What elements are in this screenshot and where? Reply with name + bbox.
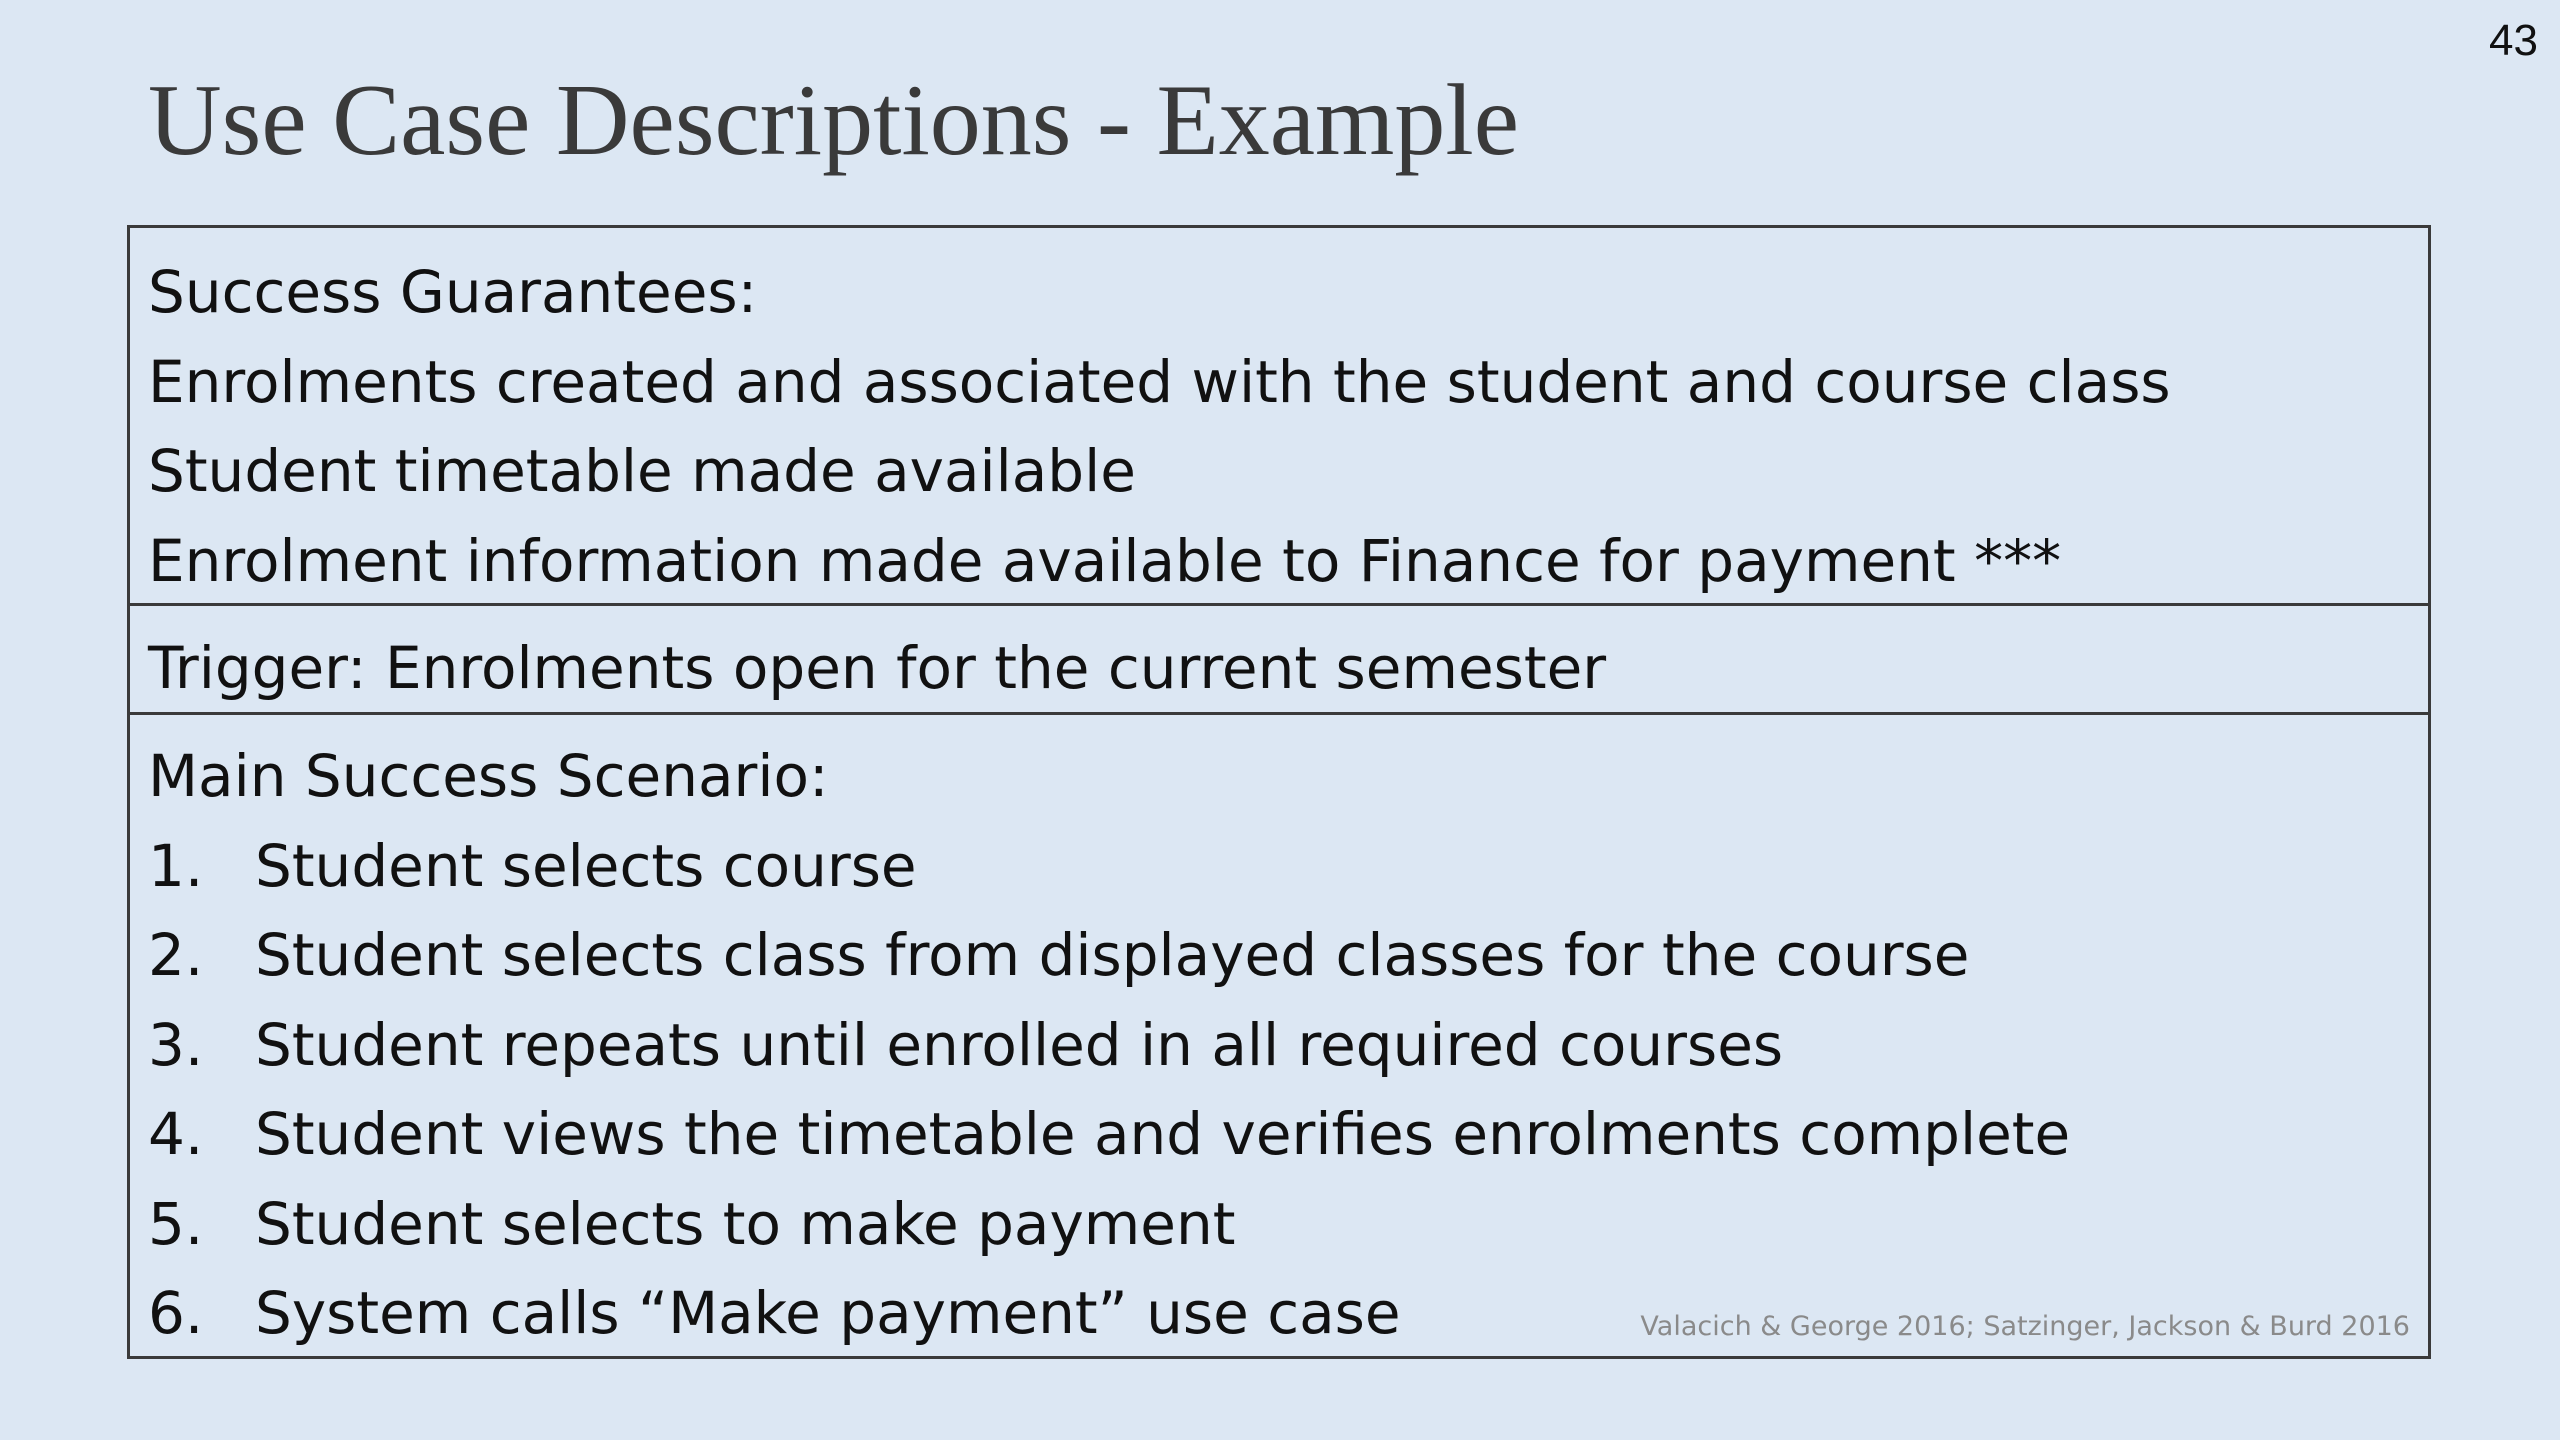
slide-title: Use Case Descriptions - Example — [148, 64, 1519, 177]
scenario-step — [148, 911, 2428, 1001]
guarantee-line: Student timetable made available — [148, 437, 1136, 505]
scenario-step — [148, 1090, 2428, 1180]
scenario-steps-list — [148, 822, 2428, 1359]
guarantee-line: Enrolments created and associated with the student and course class — [148, 347, 2171, 416]
scenario-step — [148, 1180, 2428, 1270]
step-text: Student selects class from displayed classes for the course — [255, 921, 1970, 989]
step-text: System calls “Make payment” use case — [255, 1279, 1401, 1347]
step-number: 3. — [148, 1010, 204, 1079]
step-number: 4. — [148, 1100, 204, 1168]
trigger-text: Trigger: Enrolments open for the current semester — [148, 634, 1607, 702]
main-success-scenario-heading: Main Success Scenario: — [148, 742, 829, 810]
page-number: 43 — [2489, 16, 2538, 65]
step-number: 2. — [148, 921, 204, 989]
scenario-step — [148, 1001, 2428, 1091]
success-guarantees-section — [130, 228, 2428, 606]
guarantee-line: Enrolment information made available to Finance for payment *** — [148, 526, 2062, 595]
step-number: 6. — [148, 1279, 204, 1347]
step-text: Student repeats until enrolled in all required courses — [255, 1010, 1784, 1079]
step-number: 5. — [148, 1189, 204, 1258]
step-text: Student selects to make payment — [255, 1189, 1236, 1258]
success-guarantees-heading: Success Guarantees: — [148, 258, 758, 326]
step-text: Student selects course — [255, 831, 917, 900]
main-success-scenario-section — [130, 715, 2428, 1356]
trigger-section — [130, 606, 2428, 715]
citation: Valacich & George 2016; Satzinger, Jackson & Burd 2016 — [1640, 1311, 2410, 1342]
step-number: 1. — [148, 831, 204, 900]
scenario-step — [148, 822, 2428, 912]
step-text: Student views the timetable and verifies enrolments complete — [255, 1100, 2071, 1168]
use-case-table — [127, 225, 2431, 1359]
